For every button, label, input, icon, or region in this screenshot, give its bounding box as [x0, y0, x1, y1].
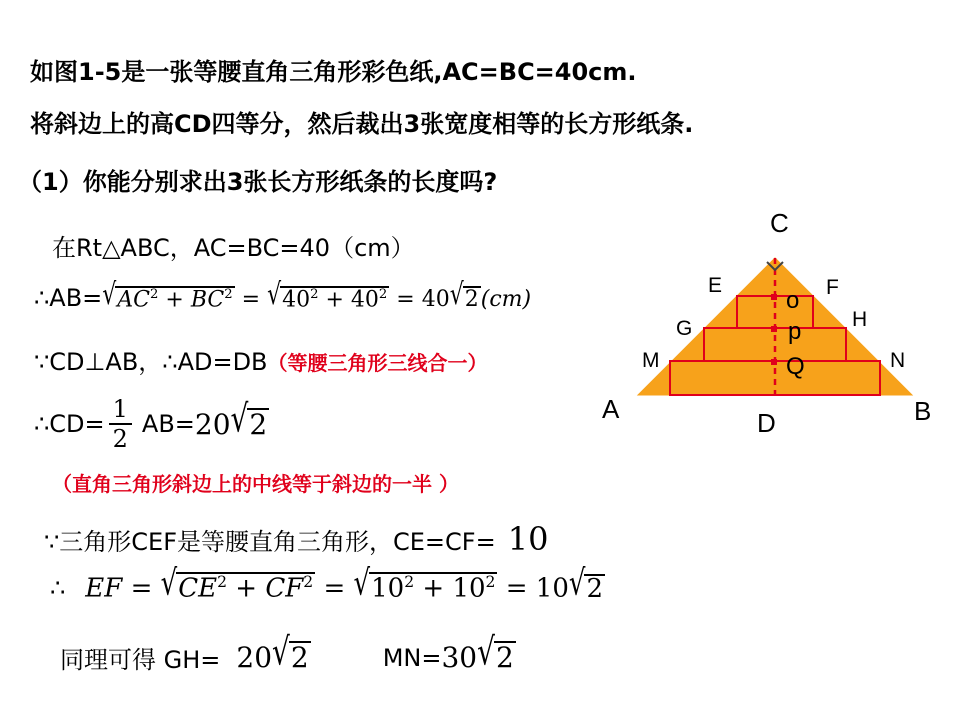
given-statement: 在Rt△ABC，AC=BC=40（cm） — [52, 234, 415, 262]
label-f: F — [826, 276, 839, 299]
mn-value: 30√2 — [441, 629, 514, 674]
point-q — [771, 359, 777, 365]
question-1: （1）你能分别求出3张长方形纸条的长度吗? — [18, 168, 498, 196]
gh-label: 同理可得 GH= — [60, 646, 221, 674]
ab-step — [34, 278, 532, 312]
label-q: Q — [786, 353, 805, 380]
label-a: A — [602, 394, 620, 424]
label-n: N — [890, 349, 906, 372]
cef-value: 10 — [507, 520, 549, 558]
label-m: M — [642, 349, 660, 372]
label-e: E — [708, 274, 723, 297]
similar-step — [60, 629, 516, 675]
cef-statement: ∵三角形CEF是等腰直角三角形，CE=CF= — [44, 527, 496, 556]
cef-step — [44, 520, 548, 558]
label-g: G — [676, 317, 693, 340]
label-h: H — [852, 308, 868, 331]
cd-value: 20√2 — [194, 395, 268, 441]
gh-value: 20√2 — [236, 629, 309, 674]
problem-line-1: 如图1-5是一张等腰直角三角形彩色纸,AC=BC=40cm. — [30, 58, 637, 86]
triangle-figure — [590, 200, 960, 450]
mn-label: MN= — [382, 643, 442, 672]
three-lines-note: （等腰三角形三线合一） — [267, 351, 488, 375]
label-c: C — [770, 208, 789, 238]
median-note: （直角三角形斜边上的中线等于斜边的一半 ） — [52, 472, 459, 496]
problem-line-2: 将斜边上的高CD四等分，然后裁出3张宽度相等的长方形纸条. — [30, 110, 694, 138]
half-fraction: $\frac{1}{2}$ — [109, 395, 132, 453]
ab-formula: $√AC^2 + BC^2 = √40^2 + 40^2 = 40√2(cm)$ — [102, 278, 532, 312]
cd-ab: AB= — [141, 410, 195, 438]
cd-prefix: ∴CD= — [34, 410, 105, 438]
label-o: o — [786, 287, 800, 314]
cd-perp-step — [34, 342, 488, 377]
label-b: B — [914, 396, 932, 426]
point-o — [771, 294, 777, 300]
point-p — [771, 326, 777, 332]
ef-step — [50, 563, 605, 604]
label-d: D — [757, 408, 776, 438]
ab-prefix: ∴AB= — [34, 284, 103, 312]
label-p: p — [788, 318, 802, 345]
cd-perp: ∵CD⊥AB，∴AD=DB — [34, 348, 268, 376]
ef-prefix: ∴ — [50, 573, 66, 602]
cd-step — [34, 395, 269, 453]
ef-formula: EF = $√CE^2 + CF^2 = √10^2 + 10^2 = 10√2$ — [85, 563, 604, 604]
